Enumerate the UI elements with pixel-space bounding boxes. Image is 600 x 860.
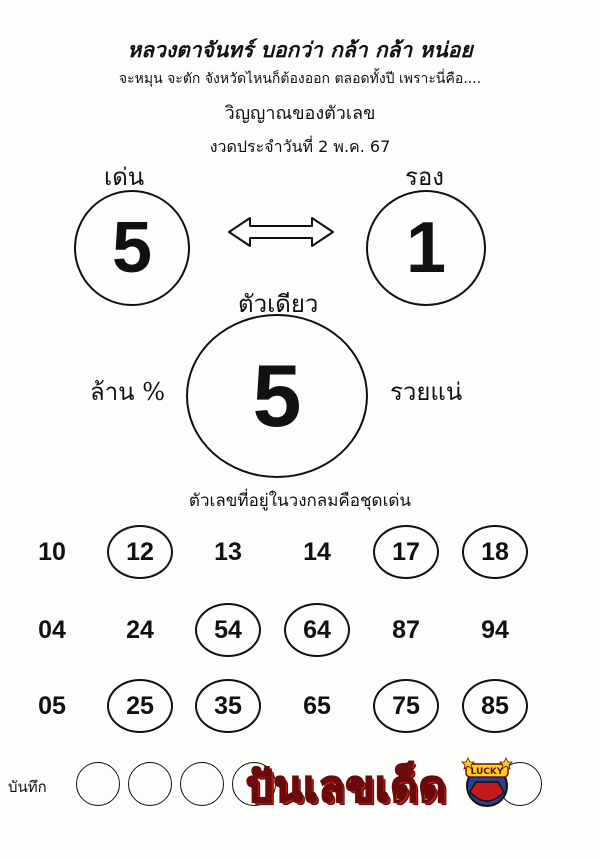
circled-number: 85 <box>462 679 528 733</box>
watermark-text: ปันเลขเด็ด <box>246 762 448 811</box>
watermark-logo <box>246 752 546 814</box>
circled-number: 17 <box>373 525 439 579</box>
circled-number: 18 <box>462 525 528 579</box>
grid-number: 24 <box>126 615 154 644</box>
grid-caption: ตัวเลขที่อยู่ในวงกลมคือชุดเด่น <box>188 491 412 511</box>
record-blank-circle <box>128 762 172 806</box>
grid-number: 04 <box>38 615 66 644</box>
circled-number: 35 <box>195 679 261 733</box>
circled-number: 75 <box>373 679 439 733</box>
section-heading: วิญญาณของตัวเลข <box>224 103 376 124</box>
grid-number: 05 <box>38 691 66 720</box>
grid-number: 13 <box>214 537 242 566</box>
grid-number: 87 <box>392 615 420 644</box>
grid-number: 10 <box>38 537 66 566</box>
grid-number: 65 <box>303 691 331 720</box>
second-digit-label: รอง <box>405 163 445 191</box>
page-subtitle: จะหมุน จะตัก จังหวัดไหนก็ต้องออก ตลอดทั้งปี เพราะนี่คือ.... <box>118 71 482 87</box>
right-side-label: รวยแน่ <box>390 378 463 406</box>
main-digit-label: เด่น <box>104 163 145 191</box>
circled-number: 12 <box>107 525 173 579</box>
double-arrow-icon <box>226 212 336 252</box>
single-digit: 5 <box>252 346 302 445</box>
single-digit-label: ตัวเดียว <box>238 290 319 318</box>
second-digit: 1 <box>405 208 447 288</box>
lucky-badge-icon <box>458 752 516 810</box>
second-digit-circle <box>366 190 486 306</box>
main-digit: 5 <box>111 208 153 288</box>
grid-number: 94 <box>481 615 509 644</box>
single-digit-circle <box>186 314 368 478</box>
circled-number: 25 <box>107 679 173 733</box>
circled-number: 64 <box>284 603 350 657</box>
circled-number: 54 <box>195 603 261 657</box>
record-blank-circle <box>76 762 120 806</box>
left-side-label: ล้าน % <box>90 378 166 406</box>
grid-number: 14 <box>303 537 331 566</box>
draw-date: งวดประจำวันที่ 2 พ.ค. 67 <box>209 137 391 156</box>
page-title: หลวงตาจันทร์ บอกว่า กล้า กล้า หน่อย <box>127 38 473 62</box>
badge-text: LUCKY <box>470 767 504 777</box>
record-blank-circle <box>180 762 224 806</box>
main-digit-circle <box>74 190 190 306</box>
record-label: บันทึก <box>8 778 47 796</box>
